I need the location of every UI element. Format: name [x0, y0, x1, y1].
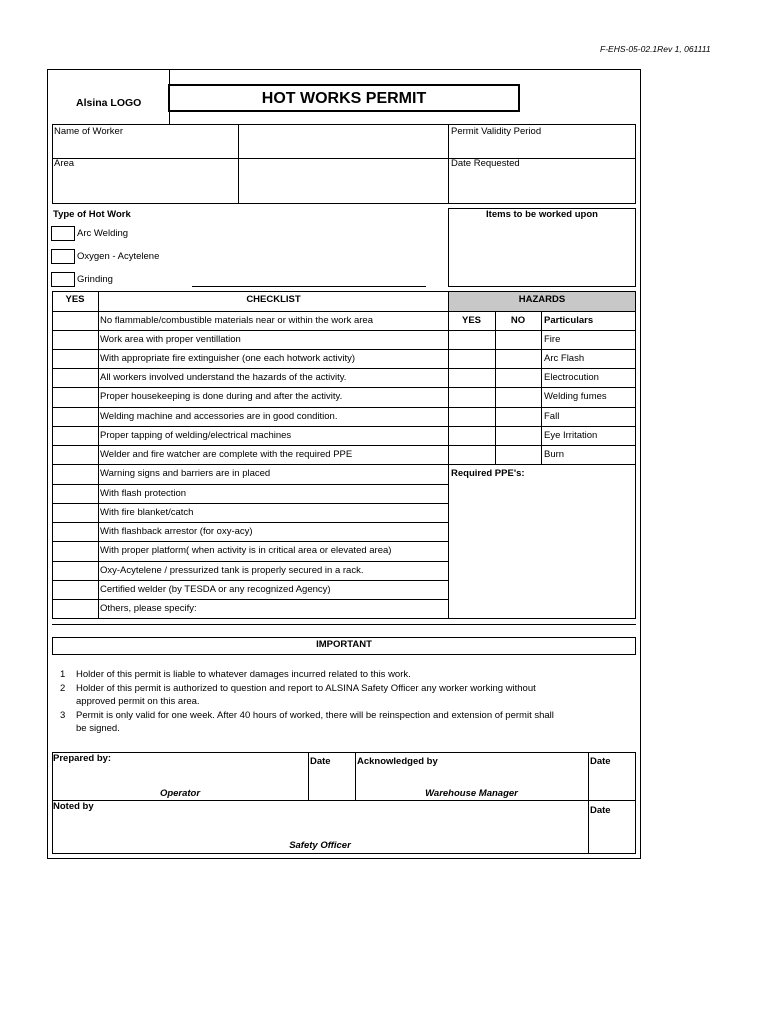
important-num: 3 — [60, 710, 66, 721]
acknowledged-by-label: Acknowledged by — [357, 756, 438, 767]
important-line: approved permit on this area. — [76, 696, 200, 707]
arc-welding-label: Arc Welding — [77, 228, 129, 239]
important-line: Holder of this permit is authorized to question and report to ALSINA Safety Officer any worker working without — [76, 683, 536, 694]
hazard-item: Arc Flash — [544, 353, 585, 364]
acknowledged-date-label: Date — [590, 756, 611, 767]
checklist-item: With proper platform( when activity is in critical area or elevated area) — [100, 545, 392, 556]
important-num: 2 — [60, 683, 66, 694]
oxygen-acytelene-checkbox[interactable] — [51, 249, 75, 264]
checklist-item: With flashback arrestor (for oxy-acy) — [100, 526, 253, 537]
checklist-header: CHECKLIST — [246, 294, 301, 305]
area-label: Area — [54, 158, 75, 169]
grinding-label: Grinding — [77, 274, 113, 285]
signatures-table — [52, 752, 636, 854]
important-line: be signed. — [76, 723, 120, 734]
checklist-item: Others, please specify: — [100, 603, 197, 614]
hazard-item: Eye Irritation — [544, 430, 598, 441]
permit-validity-label: Permit Validity Period — [451, 126, 542, 137]
required-ppe-label: Required PPE's: — [451, 468, 525, 479]
items-worked-upon-label: Items to be worked upon — [486, 209, 598, 220]
checklist-item: With fire blanket/catch — [100, 507, 194, 518]
hazard-item: Fire — [544, 334, 561, 345]
noted-date-label: Date — [590, 805, 611, 816]
operator-label: Operator — [159, 788, 201, 799]
page-title: HOT WORKS PERMIT — [261, 90, 427, 107]
hazards-no-header: NO — [510, 315, 526, 326]
checklist-item: No flammable/combustible materials near or within the work area — [100, 315, 373, 326]
checklist-item: Welder and fire watcher are complete with the required PPE — [100, 449, 353, 460]
arc-welding-checkbox[interactable] — [51, 226, 75, 241]
hazards-yes-header: YES — [461, 315, 481, 326]
important-num: 1 — [60, 669, 66, 680]
checklist-item: All workers involved understand the hazards of the activity. — [100, 372, 347, 383]
important-line: Permit is only valid for one week. After 40 hours of worked, there will be reinspection and extension of permit shall — [76, 710, 554, 721]
checklist-item: Proper tapping of welding/electrical machines — [100, 430, 292, 441]
important-line: Holder of this permit is liable to whatever damages incurred related to this work. — [76, 669, 411, 680]
type-of-hot-work-label: Type of Hot Work — [53, 209, 131, 220]
hazards-table — [448, 291, 636, 619]
noted-by-label: Noted by — [53, 801, 94, 812]
name-of-worker-field[interactable] — [240, 126, 446, 156]
hazards-particulars-header: Particulars — [544, 315, 594, 326]
checklist-yes-header: YES — [65, 294, 85, 305]
grinding-checkbox[interactable] — [51, 272, 75, 287]
oxygen-acytelene-label: Oxygen - Acytelene — [77, 251, 160, 262]
checklist-item: Warning signs and barriers are in placed — [100, 468, 271, 479]
name-of-worker-label: Name of Worker — [54, 126, 123, 137]
checklist-item: Proper housekeeping is done during and after the activity. — [100, 391, 343, 402]
safety-officer-label: Safety Officer — [289, 840, 351, 851]
prepared-by-label: Prepared by: — [53, 753, 112, 764]
hazard-item: Electrocution — [544, 372, 599, 383]
important-header: IMPORTANT — [316, 639, 372, 650]
prepared-date-label: Date — [310, 756, 331, 767]
area-field[interactable] — [240, 160, 446, 202]
doc-code: F-EHS-05-02.1Rev 1, 061111 — [600, 44, 711, 54]
checklist-item: With flash protection — [100, 488, 187, 499]
warehouse-manager-label: Warehouse Manager — [425, 788, 518, 799]
checklist-item: Work area with proper ventillation — [100, 334, 241, 345]
hazard-item: Burn — [544, 449, 565, 460]
logo-text: Alsina LOGO — [76, 97, 142, 109]
checklist-item: Oxy-Acytelene / pressurized tank is properly secured in a rack. — [100, 565, 364, 576]
checklist-item: Certified welder (by TESDA or any recognized Agency) — [100, 584, 331, 595]
hazard-item: Welding fumes — [544, 391, 607, 402]
date-requested-label: Date Requested — [451, 158, 520, 169]
section-divider — [52, 624, 636, 625]
hazards-header: HAZARDS — [518, 294, 566, 305]
hazard-item: Fall — [544, 411, 560, 422]
checklist-item: Welding machine and accessories are in good condition. — [100, 411, 338, 422]
checklist-item: With appropriate fire extinguisher (one each hotwork activity) — [100, 353, 356, 364]
grinding-specify-line — [192, 286, 426, 287]
